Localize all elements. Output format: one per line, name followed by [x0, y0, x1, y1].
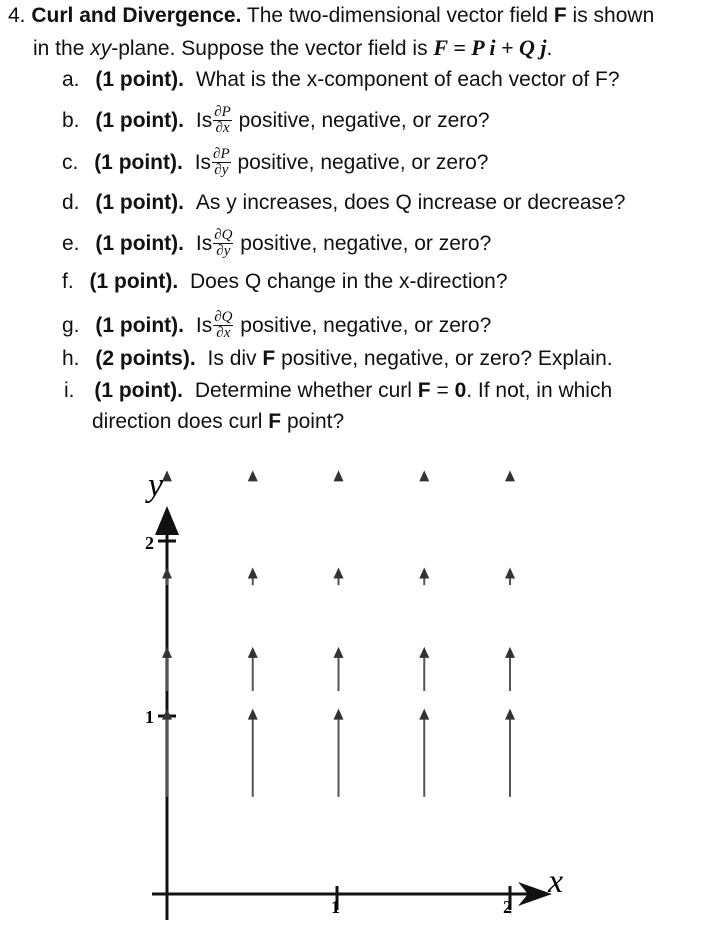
equals-sign: = — [436, 379, 449, 402]
vector-arrow — [248, 470, 258, 481]
vector-head — [334, 567, 344, 578]
part-points: (1 point). — [94, 151, 183, 175]
part-text-1: Is div — [207, 347, 257, 370]
problem-title: Curl and Divergence. — [31, 4, 242, 27]
intro-text-2: is shown — [572, 4, 655, 27]
field-symbol: F — [417, 379, 431, 402]
vector-head — [162, 709, 172, 720]
vector-arrow — [505, 647, 515, 691]
axes — [152, 506, 552, 920]
part-label: a. — [62, 68, 80, 91]
vector-arrow — [419, 567, 429, 585]
x-tick-label: 2 — [503, 897, 512, 917]
vector-head — [248, 567, 258, 578]
frac-numerator: ∂P — [214, 104, 231, 120]
part-post: positive, negative, or zero? — [240, 232, 492, 256]
vector-head — [419, 470, 429, 481]
part-points: (1 point). — [95, 314, 185, 338]
part-points: (2 points). — [95, 347, 196, 370]
formula-period: . — [546, 37, 553, 60]
part-label: g. — [62, 314, 80, 338]
vector-arrow — [162, 647, 172, 691]
vector-head — [162, 647, 172, 658]
frac-numerator: ∂Q — [214, 227, 233, 243]
vector-head — [334, 470, 344, 481]
vector-arrow — [505, 470, 515, 481]
vector-arrow — [505, 567, 515, 585]
vector-arrow — [248, 567, 258, 585]
part-text: As y increases, does Q increase or decrease? — [195, 191, 626, 214]
part-pre: Is — [195, 109, 213, 133]
vector-head — [505, 567, 515, 578]
vector-head — [334, 709, 344, 720]
xy-label: xy — [90, 37, 112, 60]
frac-numerator: ∂Q — [214, 309, 233, 325]
part-text-1: Determine whether curl — [194, 379, 412, 402]
y-tick-label: 1 — [145, 707, 154, 727]
vector-arrow — [334, 470, 344, 481]
vector-arrow — [248, 647, 258, 691]
vector-head — [248, 709, 258, 720]
part-label: h. — [62, 347, 80, 370]
vector-head — [248, 470, 258, 481]
part-points: (1 point). — [95, 191, 185, 214]
vector-head — [162, 470, 172, 481]
frac-denominator: ∂x — [216, 325, 231, 341]
part-cont-text: direction does curl — [92, 410, 263, 433]
vector-arrow — [419, 647, 429, 691]
vector-arrow — [162, 709, 172, 797]
part-points: (1 point). — [95, 68, 185, 91]
vector-head — [248, 647, 258, 658]
frac-denominator: ∂x — [215, 120, 230, 136]
field-symbol: F — [262, 347, 276, 370]
x-tick-label: 1 — [331, 897, 340, 917]
part-points: (1 point). — [89, 270, 179, 293]
vector-head — [505, 709, 515, 720]
part-cont-end: point? — [286, 410, 345, 433]
part-pre: Is — [195, 314, 213, 338]
zero-vector: 0 — [454, 379, 467, 402]
frac-numerator: ∂P — [213, 146, 230, 162]
part-post: positive, negative, or zero? — [237, 151, 489, 175]
field-symbol: F — [553, 4, 567, 27]
part-points: (1 point). — [95, 232, 185, 256]
vector-arrow — [334, 647, 344, 691]
y-axis-label: y — [148, 467, 164, 504]
part-post: positive, negative, or zero? — [238, 109, 490, 133]
vector-head — [419, 567, 429, 578]
frac-denominator: ∂y — [216, 243, 231, 259]
field-formula: F = P i + Q j — [433, 35, 547, 60]
vector-head — [419, 647, 429, 658]
x-axis-label: x — [548, 863, 564, 900]
vector-head — [419, 709, 429, 720]
part-label: d. — [62, 191, 80, 214]
vector-head — [505, 470, 515, 481]
part-label: f. — [62, 270, 74, 293]
frac-denominator: ∂y — [214, 162, 229, 178]
line2-b: -plane. Suppose the vector field is — [111, 37, 428, 60]
vector-head — [162, 567, 172, 578]
part-label: b. — [62, 109, 80, 133]
vector-arrow — [162, 567, 172, 585]
part-text-2: positive, negative, or zero? Explain. — [281, 347, 613, 370]
vector-arrow — [334, 709, 344, 797]
vector-arrow — [334, 567, 344, 585]
part-points: (1 point). — [95, 109, 185, 133]
y-tick-label: 2 — [145, 533, 154, 553]
part-post: positive, negative, or zero? — [240, 314, 492, 338]
vector-arrow — [248, 709, 258, 797]
line2-a: in the — [33, 37, 85, 60]
part-pre: Is — [195, 232, 213, 256]
part-label: e. — [62, 232, 80, 256]
vector-arrow — [419, 470, 429, 481]
part-points: (1 point). — [94, 379, 183, 402]
field-symbol: F — [268, 410, 282, 433]
y-axis-arrowhead — [155, 506, 179, 535]
problem-number: 4. — [8, 4, 26, 27]
part-text: Does Q change in the x-direction? — [190, 270, 508, 293]
part-pre: Is — [194, 151, 212, 175]
vector-head — [505, 647, 515, 658]
vector-arrow — [419, 709, 429, 797]
intro-text-1: The two-dimensional vector field — [246, 4, 549, 27]
vector-arrows — [162, 470, 515, 797]
part-label: c. — [62, 151, 79, 175]
vector-arrow — [505, 709, 515, 797]
vector-arrow — [162, 470, 172, 481]
vector-head — [334, 647, 344, 658]
part-label: i. — [64, 379, 75, 402]
part-text: What is the x-component of each vector of F? — [195, 68, 620, 91]
part-text-2: . If not, in which — [466, 379, 613, 402]
